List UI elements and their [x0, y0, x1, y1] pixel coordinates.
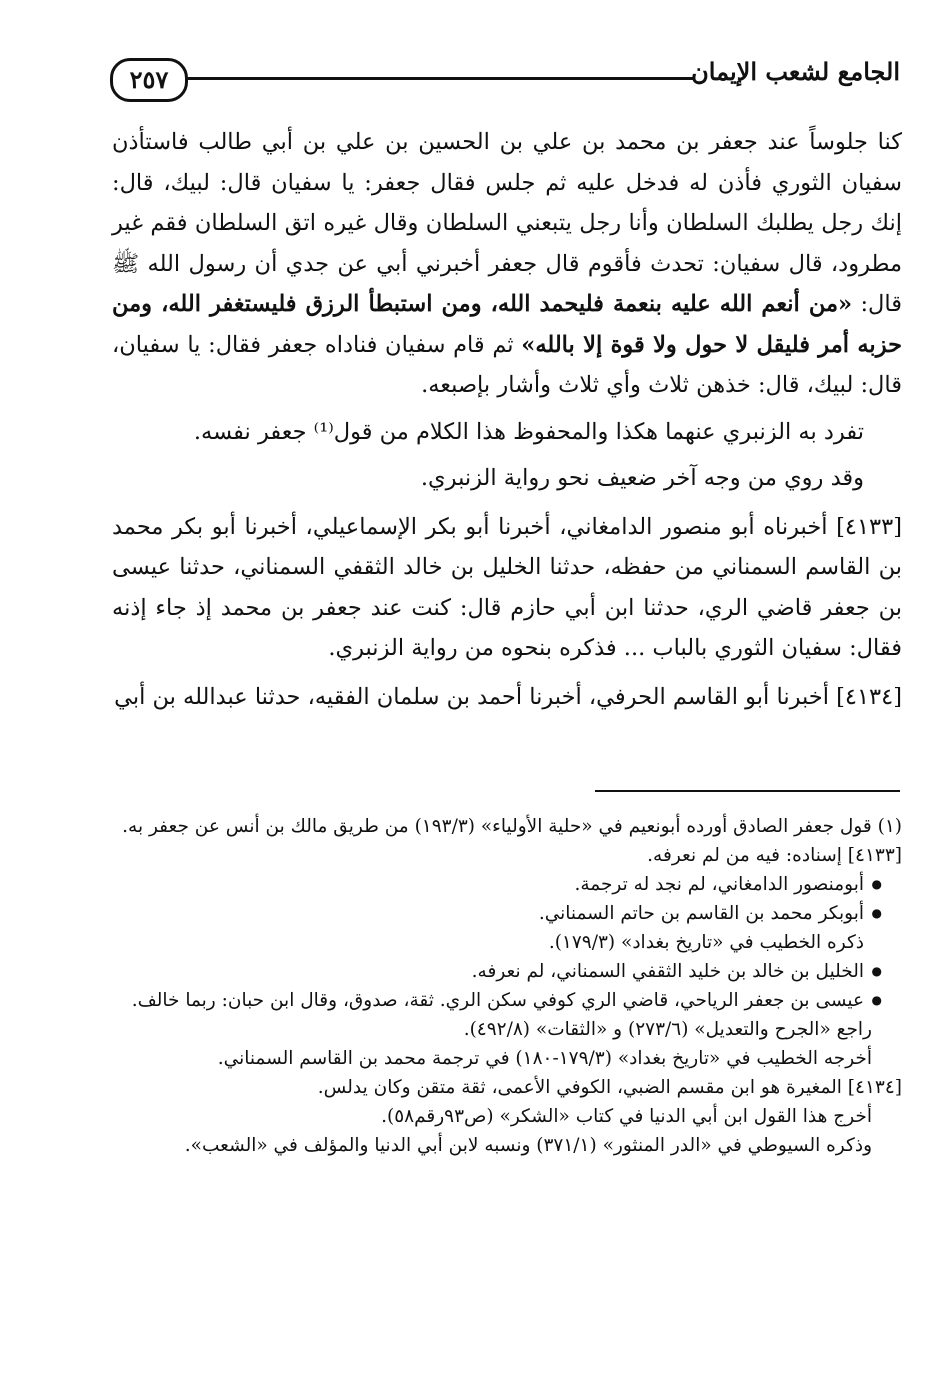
running-title: الجامع لشعب الإيمان	[691, 57, 900, 86]
footnote-reference: وذكره السيوطي في «الدر المنثور» (٣٧١/١) ونسبه لابن أبي الدنيا والمؤلف في «الشعب».	[184, 1135, 872, 1156]
header-rule	[188, 77, 695, 80]
narration-end: ثم قام سفيان فناداه جعفر فقال: يا سفيان، قال: لبيك، قال: خذهن ثلاث وأي ثلاث وأشار بإصبعه.	[112, 331, 902, 398]
footnote-4133-heading: [٤١٣٣] إسناده: فيه من لم نعرفه.	[647, 845, 902, 866]
footnote-bullet: ● أبومنصور الدامغاني، لم نجد له ترجمة.	[112, 870, 902, 899]
hadith-paragraph	[112, 122, 902, 406]
footnote-reference: راجع «الجرح والتعديل» (٢٧٣/٦) و «الثقات» (٤٩٢/٨).	[463, 1019, 872, 1040]
entry-4133: [٤١٣٣] أخبرناه أبو منصور الدامغاني، أخبرنا أبو بكر الإسماعيلي، أخبرنا أبو بكر محمد بن القاسم السمناني من حفظه، حدثنا الخليل بن خالد الثقفي السمناني، حدثنا عيسى بن جعفر قاضي الري، حدثنا ابن أبي حازم قال: كنت عند جعفر بن محمد إذ جاء إذنه فقال: سفيان الثوري بالباب ... فذكره بنحوه من رواية الزنبري.	[112, 513, 902, 661]
remark-tafarrud: تفرد به الزنبري عنهما هكذا والمحفوظ هذا الكلام من قول⁽¹⁾ جعفر نفسه.	[193, 418, 864, 445]
footnote-subnote: ذكره الخطيب في «تاريخ بغداد» (١٧٩/٣).	[548, 932, 864, 953]
main-text	[112, 122, 902, 717]
footnote-1: (١) قول جعفر الصادق أورده أبونعيم في «حلية الأولياء» (١٩٣/٣) من طريق مالك بن أنس عن جعفر به.	[122, 816, 902, 837]
footnote-bullet: ● أبوبكر محمد بن القاسم بن حاتم السمناني.	[112, 899, 902, 928]
remark-weak-route: وقد روي من وجه آخر ضعيف نحو رواية الزنبري.	[420, 465, 864, 491]
footnote-bullet: ● عيسى بن جعفر الرياحي، قاضي الري كوفي سكن الري. ثقة، صدوق، وقال ابن حبان: ربما خالف.	[112, 986, 902, 1015]
entry-4134: [٤١٣٤] أخبرنا أبو القاسم الحرفي، أخبرنا أحمد بن سلمان الفقيه، حدثنا عبدالله بن أبي	[114, 683, 902, 710]
footnote-bullet: ● الخليل بن خالد بن خليد الثقفي السمناني، لم نعرفه.	[112, 957, 902, 986]
hadith-text: «من أنعم الله عليه بنعمة فليحمد الله، ومن استبطأ الرزق فليستغفر الله، ومن حزبه أمر فليقل لا حول ولا قوة إلا بالله»	[112, 291, 903, 358]
page-header	[110, 55, 900, 107]
footnote-reference: أخرجه الخطيب في «تاريخ بغداد» (١٧٩/٣-١٨٠) في ترجمة محمد بن القاسم السمناني.	[217, 1048, 872, 1069]
footnote-rule	[595, 790, 900, 792]
page-number: ٢٥٧	[110, 58, 188, 102]
footnote-4134-heading: [٤١٣٤] المغيرة هو ابن مقسم الضبي، الكوفي الأعمى، ثقة متقن وكان يدلس.	[317, 1077, 902, 1098]
footnote-reference: أخرج هذا القول ابن أبي الدنيا في كتاب «الشكر» (ص٩٣رقم٥٨).	[381, 1106, 872, 1127]
narration-text: كنا جلوساً عند جعفر بن محمد بن علي بن الحسين بن علي بن أبي طالب فاستأذن سفيان الثوري فأذن له فدخل عليه ثم جلس فقال جعفر: يا سفيان قال: لبيك، قال: إنك رجل يطلبك السلطان وأنا رجل يتبعني السلطان وقال غيره اتق السلطان فقم غير مطرود، قال سفيان: تحدث فأقوم قال جعفر أخبرني أبي عن جدي أن رسول الله ﷺ قال:	[112, 129, 902, 317]
footnotes	[112, 812, 902, 1160]
